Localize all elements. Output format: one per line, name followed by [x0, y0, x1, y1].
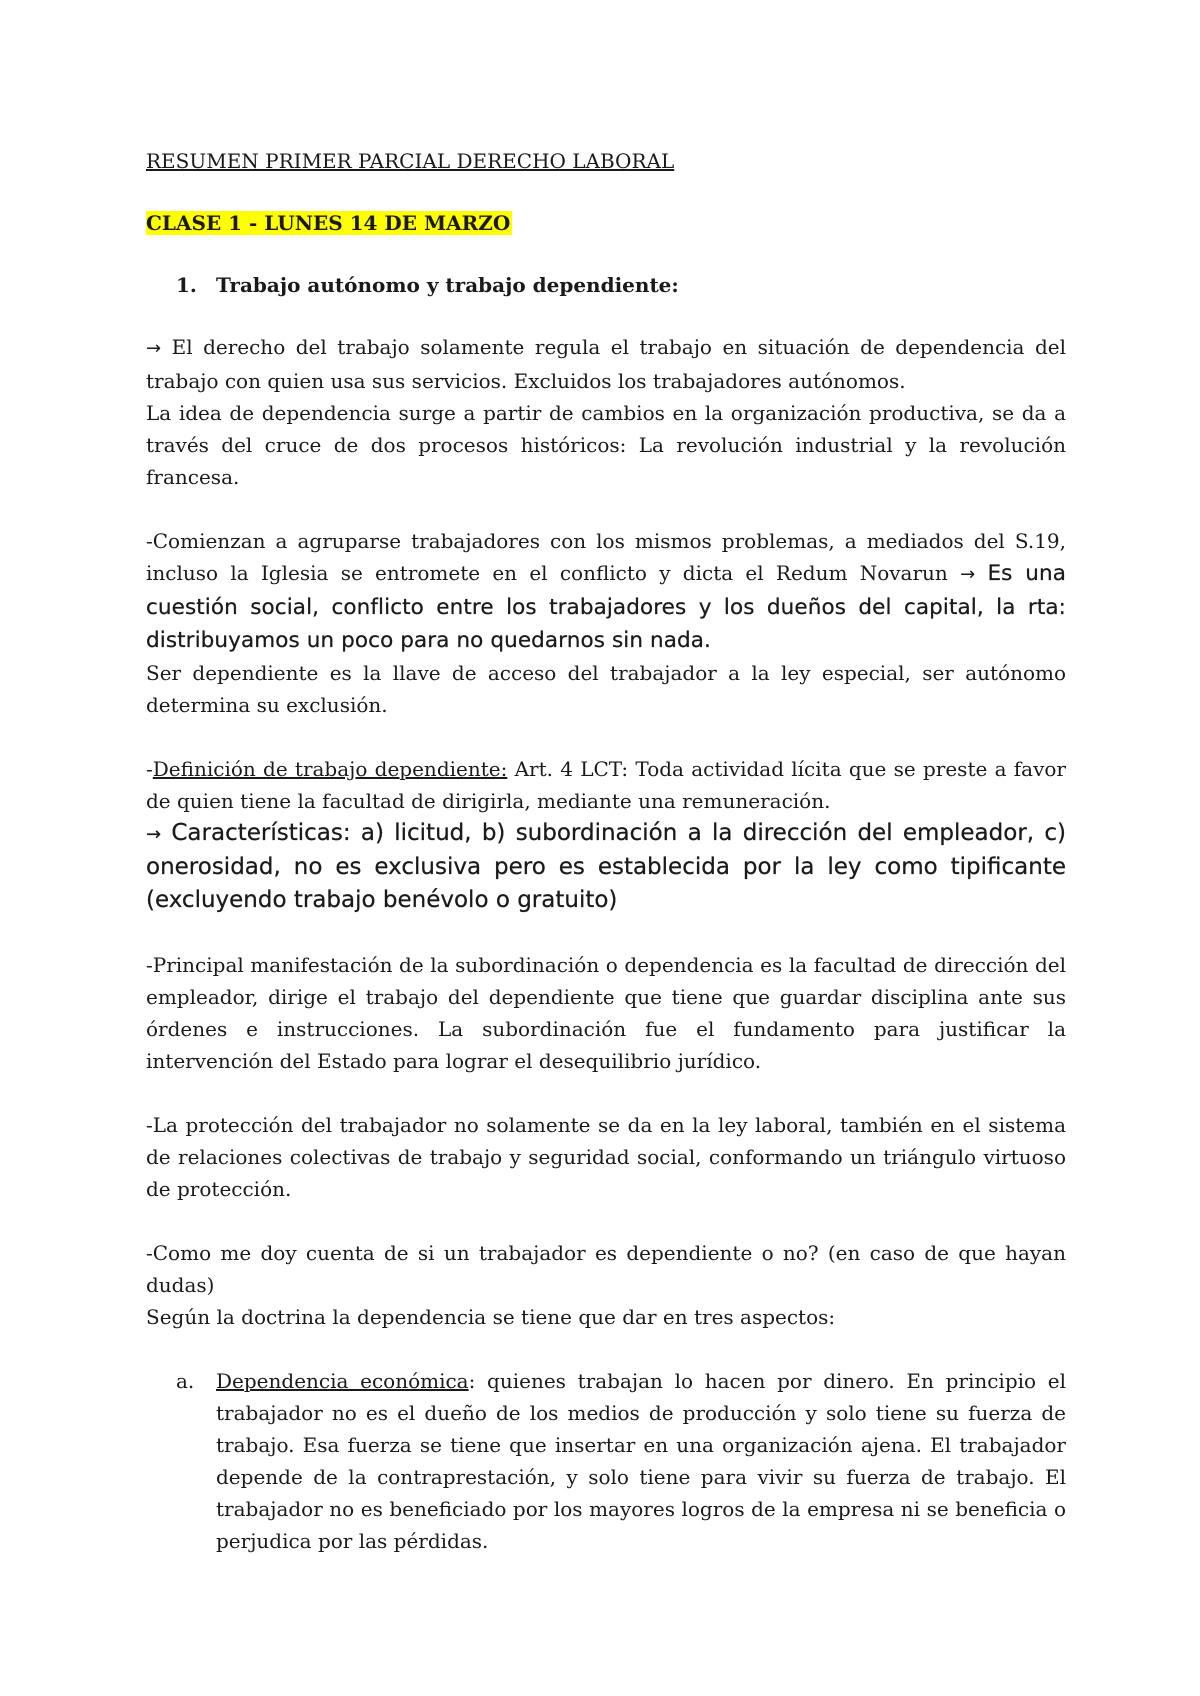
list-item-text [216, 1365, 1066, 1557]
paragraph-2: La idea de dependencia surge a partir de cambios en la organización productiva, se da a través del cruce de dos procesos históricos: La revolución industrial y la revolución francesa. [146, 401, 1066, 489]
paragraph-8: -La protección del trabajador no solamente se da en la ley laboral, también en el sistema de relaciones colectivas de trabajo y seguridad social, conformando un triángulo virtuoso de protección. [146, 1113, 1066, 1201]
arrow-icon: → [146, 338, 162, 359]
paragraph-5-prefix: - [146, 757, 153, 781]
paragraph-10: Según la doctrina la dependencia se tiene que dar en tres aspectos: [146, 1305, 836, 1329]
list-item [176, 1365, 1066, 1557]
paragraph-5-underlined: Definición de trabajo dependiente: [152, 757, 508, 781]
document-body [146, 145, 1066, 1557]
list-item-body: : quienes trabajan lo hacen por dinero. En principio el trabajador no es el dueño de los medios de producción y solo tiene su fuerza de trabajo. Esa fuerza se tiene que insertar en una organización ajena. El trabajador depende de la contraprestación, y solo tiene para vivir su fuerza de trabajo. El trabajador no es beneficiado por los mayores logros de la empresa ni se beneficia o perjudica por las pérdidas. [216, 1369, 1066, 1553]
paragraph-6 [146, 817, 1066, 917]
paragraph-1 [146, 331, 1066, 397]
list-item-underlined: Dependencia económica [216, 1369, 469, 1393]
paragraph-3-emphasis: Es una cuestión social, conflicto entre los trabajadores y los dueños del capital, la rta: distribuyamos un poco para no quedarnos sin nada. [146, 561, 1066, 653]
paragraph-5-text: Art. 4 LCT: Toda actividad lícita que se preste a favor de quien tiene la facultad de dirigirla, mediante una remuneración. [146, 757, 1066, 813]
paragraph-6-text: Características: a) licitud, b) subordinación a la dirección del empleador, c) onerosidad, no es exclusiva pero es establecida por la ley como tipificante (excluyendo trabajo benévolo o gratuito) [146, 820, 1066, 913]
arrow-icon: → [146, 824, 162, 845]
paragraph-3 [146, 525, 1066, 657]
paragraph-4: Ser dependiente es la llave de acceso del trabajador a la ley especial, ser autónomo determina su exclusión. [146, 661, 1066, 717]
list-marker: a. [176, 1369, 195, 1393]
class-heading [146, 207, 1066, 239]
section-title: Trabajo autónomo y trabajo dependiente: [216, 273, 679, 297]
paragraph-5 [146, 753, 1066, 817]
section-heading [176, 269, 1066, 301]
paragraph-1-text: El derecho del trabajo solamente regula el trabajo en situación de dependencia del trabajo con quien usa sus servicios. Excluidos los trabajadores autónomos. [146, 335, 1067, 393]
paragraph-3-text: -Comienzan a agruparse trabajadores con los mismos problemas, a mediados del S.19, incluso la Iglesia se entromete en el conflicto y dicta el Redum Novarun [146, 529, 1066, 585]
section-number: 1. [176, 273, 197, 297]
document-title: RESUMEN PRIMER PARCIAL DERECHO LABORAL [146, 149, 675, 173]
paragraph-9: -Como me doy cuenta de si un trabajador es dependiente o no? (en caso de que hayan dudas) [146, 1241, 1066, 1297]
paragraph-7: -Principal manifestación de la subordinación o dependencia es la facultad de dirección del empleador, dirige el trabajo del dependiente que tiene que guardar disciplina ante sus órdenes e instrucciones. La subordinación fue el fundamento para justificar la intervención del Estado para lograr el desequilibrio jurídico. [146, 953, 1066, 1073]
arrow-icon: → [960, 564, 976, 585]
class-heading-highlight: CLASE 1 - LUNES 14 DE MARZO [146, 211, 511, 235]
